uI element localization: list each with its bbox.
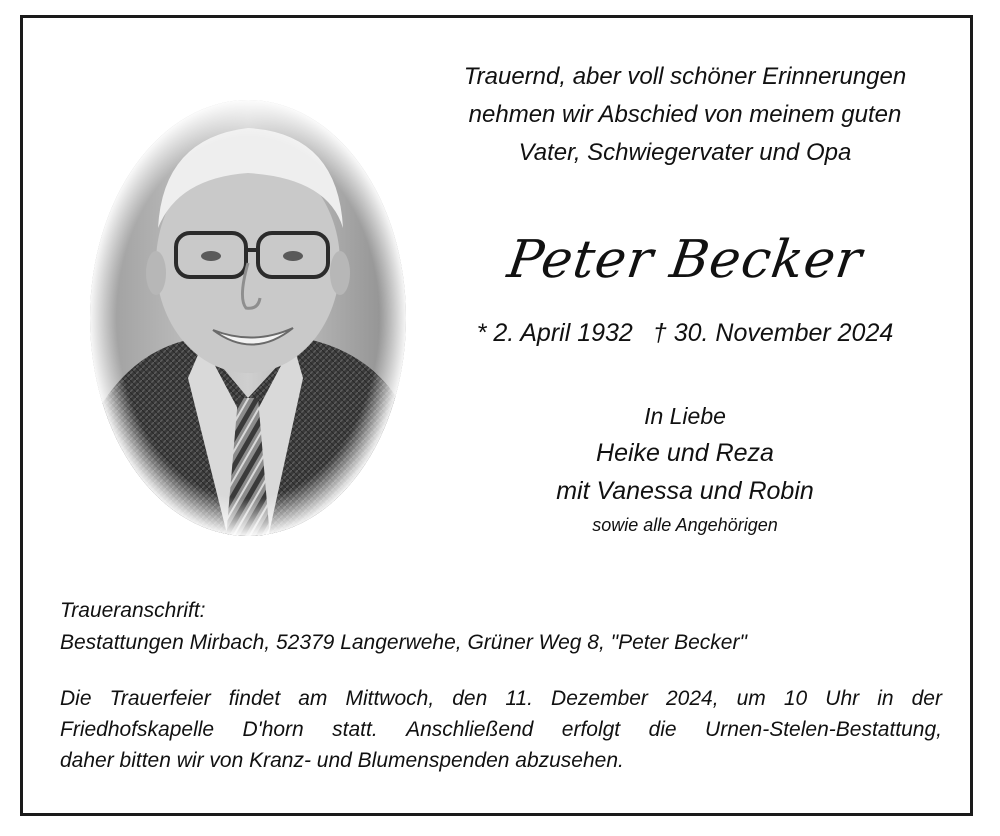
signers-block [430,398,940,540]
ceremony-word: Urnen-Stelen-Bestattung, [705,718,942,741]
ceremony-word: statt. [332,718,378,741]
ceremony-line-1 [60,683,942,714]
ceremony-word: am [298,687,328,710]
ceremony-word: um [736,687,766,710]
signer-line: Heike und Reza [596,439,774,467]
birth-date: * 2. April 1932 [476,319,633,347]
intro-line: nehmen wir Abschied von meinem guten [468,101,902,128]
signer-others: sowie alle Angehörigen [592,515,778,535]
deceased-name: Peter Becker [503,230,867,290]
portrait-photo [88,98,408,538]
intro-line: Trauernd, aber voll schöner Erinnerungen [463,63,907,90]
ceremony-word: in [877,687,894,710]
death-date: † 30. November 2024 [652,319,894,347]
ceremony-word: den [452,687,488,710]
address-label: Traueranschrift: [60,599,206,622]
signer-line: mit Vanessa und Robin [556,477,814,505]
ceremony-word: Dezember [551,687,648,710]
ceremony-line-2 [60,714,942,745]
ceremony-word: 2024, [665,687,719,710]
ceremony-word: die [648,718,677,741]
ceremony-word: D'horn [242,718,304,741]
ceremony-word: Trauerfeier [109,687,211,710]
mourning-address [60,595,940,659]
ceremony-line-3: daher bitten wir von Kranz- und Blumenspenden abzusehen. [60,749,624,772]
in-love-label: In Liebe [644,403,726,429]
ceremony-word: 10 [783,687,808,710]
ceremony-word: Die [60,687,92,710]
ceremony-word: Uhr [825,687,860,710]
ceremony-word: Mittwoch, [345,687,435,710]
ceremony-word: Anschließend [406,718,534,741]
ceremony-word: findet [228,687,281,710]
portrait-image [88,98,408,538]
ceremony-info [60,683,942,776]
intro-text [420,58,950,172]
ceremony-word: Friedhofskapelle [60,718,215,741]
address-text: Bestattungen Mirbach, 52379 Langerwehe, Grüner Weg 8, "Peter Becker" [60,631,747,654]
ceremony-word: erfolgt [561,718,621,741]
ceremony-word: der [911,687,942,710]
intro-line: Vater, Schwiegervater und Opa [518,139,852,166]
ceremony-word: 11. [505,687,533,710]
life-dates [430,315,940,351]
